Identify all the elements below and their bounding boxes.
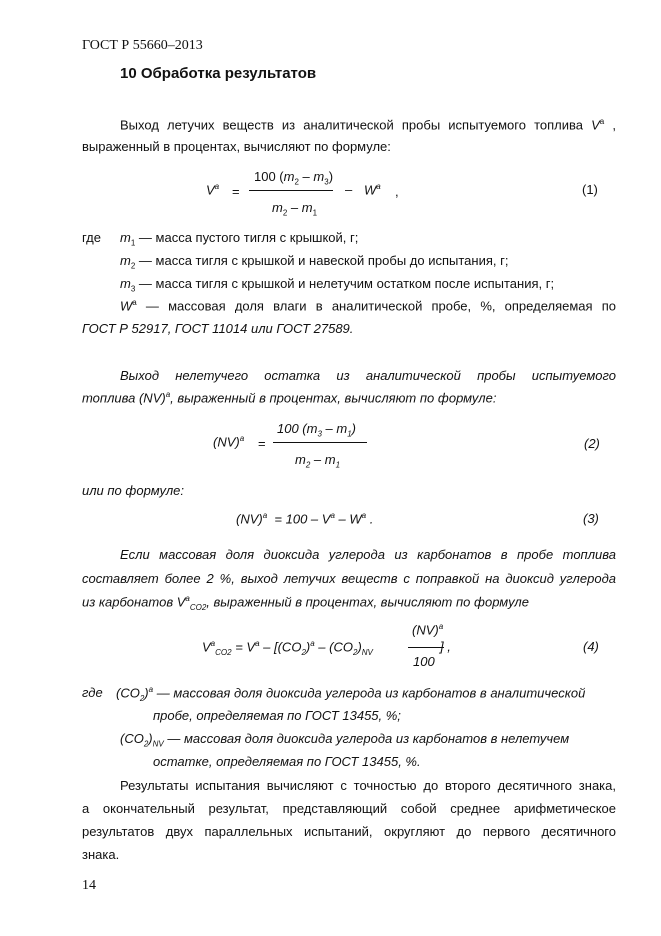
formula-1-numerator: 100 $(m_2 - m_3)$ bbox=[254, 169, 334, 187]
def-m2: $m_2$ — масса тигля с крышкой и навеской пробы до испытания, г; bbox=[120, 253, 509, 271]
paragraph-4-line-2: а окончательный результат, представляющий собой среднее арифметическое bbox=[82, 801, 616, 816]
formula-4-fraction-denominator: 100 bbox=[413, 654, 435, 669]
formula-4-fraction-bar bbox=[408, 647, 444, 648]
formula-1-minus: – bbox=[345, 182, 353, 197]
formula-4-body: $V^a_{CO2} = V^a - [(CO_2)^a - (CO_2)_{NV}$ bbox=[202, 639, 373, 657]
formula-2-lhs: (NV)$^a$ bbox=[213, 434, 245, 450]
paragraph-3-line-1: Если массовая доля диоксида углерода из карбонатов в пробе топлива bbox=[120, 547, 616, 562]
paragraph-3-line-3: из карбонатов $V^a_{CO2}$, выраженный в процентах, вычисляют по формуле bbox=[82, 594, 529, 612]
formula-2-fraction-bar bbox=[273, 442, 367, 443]
formula-4-close: ] , bbox=[440, 639, 451, 654]
paragraph-4-line-4: знака. bbox=[82, 847, 120, 862]
def-m1: $m_1$ — масса пустого тигля с крышкой, г; bbox=[120, 230, 359, 248]
formula-1-comma: , bbox=[395, 184, 399, 199]
def-co2-nv-line-2: остатке, определяемая по ГОСТ 13455, %. bbox=[153, 754, 421, 769]
paragraph-1-line-1: Выход летучих веществ из аналитической пробы испытуемого топлива $V^a$ , bbox=[120, 117, 616, 133]
def-co2-a-line-2: пробе, определяемая по ГОСТ 13455, %; bbox=[153, 708, 401, 723]
formula-3-body: $(NV)^a = 100 - V^a - W^a$ . bbox=[236, 511, 374, 527]
where-label-1: где bbox=[82, 230, 101, 245]
paragraph-4-line-1: Результаты испытания вычисляют с точностью до второго десятичного знака, bbox=[120, 778, 616, 793]
formula-1-number: (1) bbox=[582, 182, 598, 197]
where-label-2: где bbox=[82, 685, 103, 700]
formula-3-number: (3) bbox=[583, 511, 599, 526]
formula-1-equals: = bbox=[232, 184, 240, 199]
paragraph-3-line-2: составляет более 2 %, выход летучих веществ с поправкой на диоксид углерода bbox=[82, 571, 616, 586]
formula-1-w: $W^a$ bbox=[364, 182, 381, 198]
paragraph-2-line-2: топлива (NV)$^a$, выраженный в процентах, вычисляют по формуле: bbox=[82, 390, 497, 406]
document-header: ГОСТ Р 55660–2013 bbox=[82, 38, 203, 53]
page-number: 14 bbox=[82, 878, 96, 893]
def-co2-nv: $(CO_2)_{NV}$ — массовая доля диоксида углерода из карбонатов в нелетучем bbox=[120, 731, 570, 749]
formula-2-denominator: $m_2 - m_1$ bbox=[295, 452, 341, 470]
formula-1-fraction-bar bbox=[249, 190, 333, 191]
def-m3: $m_3$ — масса тигля с крышкой и нелетучим остатком после испытания, г; bbox=[120, 276, 555, 294]
def-co2-a: $(CO_2)^a$ — массовая доля диоксида углерода из карбонатов в аналитической bbox=[116, 685, 586, 703]
section-title: 10 Обработка результатов bbox=[120, 65, 317, 82]
paragraph-2-line-1: Выход нелетучего остатка из аналитической пробы испытуемого bbox=[120, 368, 616, 383]
formula-2-equals: = bbox=[258, 436, 266, 451]
def-w-line-2: ГОСТ Р 52917, ГОСТ 11014 или ГОСТ 27589. bbox=[82, 321, 354, 336]
def-w: $W^a$ — массовая доля влаги в аналитической пробе, %, определяемая по bbox=[120, 298, 616, 314]
formula-2-number: (2) bbox=[584, 436, 600, 451]
formula-1-denominator: $m_2 - m_1$ bbox=[272, 200, 318, 218]
formula-4-number: (4) bbox=[583, 639, 599, 654]
paragraph-4-line-3: результатов двух параллельных испытаний, округляют до первого десятичного bbox=[82, 824, 616, 839]
or-formula-text: или по формуле: bbox=[82, 483, 185, 498]
formula-2-numerator: 100 $(m_3 - m_1)$ bbox=[277, 421, 357, 439]
formula-1-lhs: $V^a$ bbox=[206, 182, 220, 198]
paragraph-1-line-2: выраженный в процентах, вычисляют по формуле: bbox=[82, 139, 391, 154]
formula-4-fraction-numerator: (NV)$^a$ bbox=[412, 622, 444, 638]
